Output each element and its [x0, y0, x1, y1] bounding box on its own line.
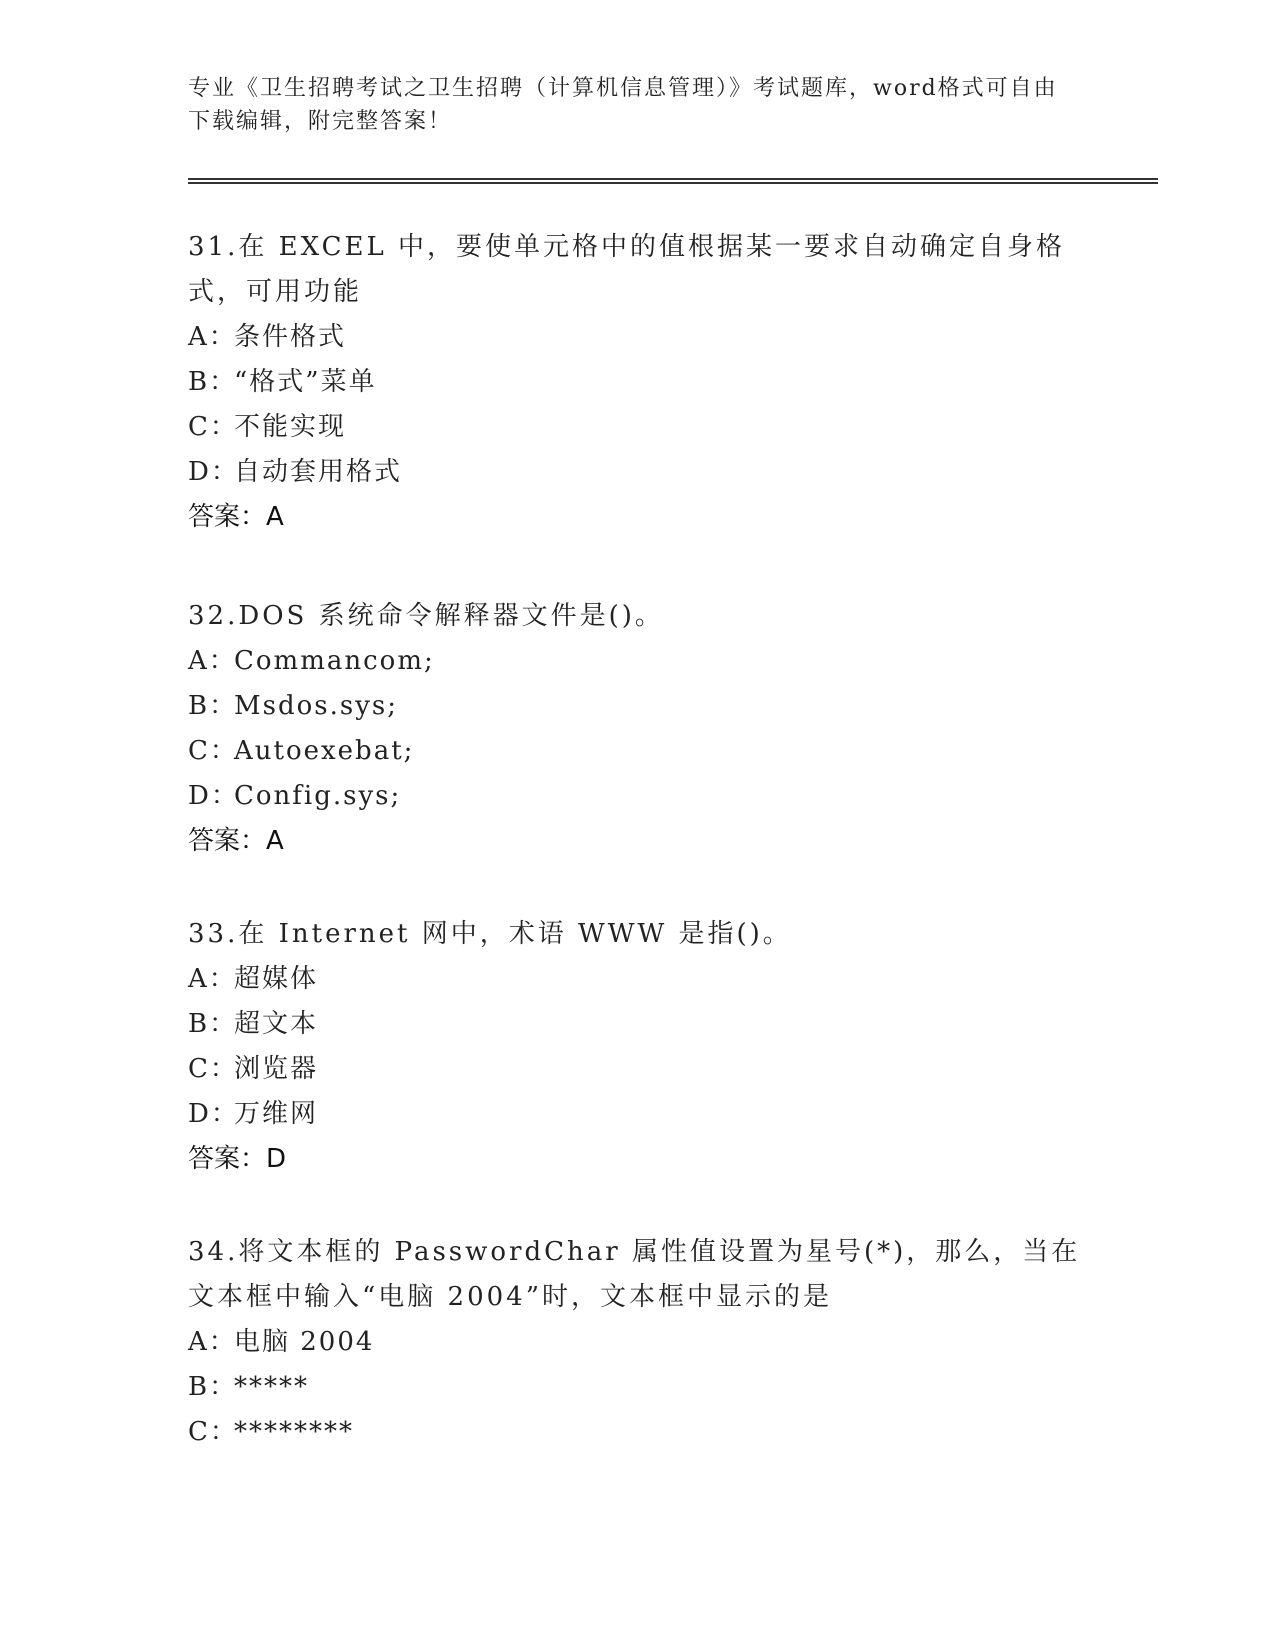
option-key: D：	[188, 781, 239, 811]
option-b	[188, 684, 1088, 729]
option-key: C：	[188, 1417, 238, 1447]
option-key: A：	[188, 646, 237, 676]
option-d	[188, 774, 1088, 819]
option-text: Msdos.sys;	[234, 691, 399, 721]
option-c	[188, 1047, 1088, 1092]
question-31	[188, 225, 1088, 540]
option-key: A：	[188, 322, 237, 352]
option-a	[188, 315, 1088, 360]
option-key: A：	[188, 1327, 237, 1357]
option-text: 万维网	[234, 1099, 319, 1129]
option-text: 浏览器	[234, 1054, 319, 1084]
option-d	[188, 450, 1088, 495]
header-divider	[188, 178, 1158, 184]
option-c	[188, 405, 1088, 450]
option-key: C：	[188, 412, 238, 442]
option-d	[188, 1092, 1088, 1137]
option-b	[188, 360, 1088, 405]
question-stem: 31.在 EXCEL 中，要使单元格中的值根据某一要求自动确定自身格式，可用功能	[188, 232, 1066, 307]
option-b	[188, 1365, 1088, 1410]
option-text: “格式”菜单	[234, 367, 377, 397]
option-key: D：	[188, 1099, 239, 1129]
option-a	[188, 639, 1088, 684]
option-b	[188, 1002, 1088, 1047]
question-34	[188, 1230, 1088, 1455]
option-text: 条件格式	[234, 322, 347, 352]
question-stem: 34.将文本框的 PasswordChar 属性值设置为星号(*)，那么，当在文本框中输入“电脑 2004”时，文本框中显示的是	[188, 1237, 1081, 1312]
option-key: B：	[188, 1009, 238, 1039]
option-key: D：	[188, 457, 239, 487]
question-32	[188, 594, 1088, 864]
option-text: 超文本	[234, 1009, 319, 1039]
option-key: C：	[188, 736, 238, 766]
option-key: B：	[188, 1372, 238, 1402]
answer-line: 答案：D	[188, 1144, 287, 1174]
answer-line: 答案：A	[188, 502, 284, 532]
option-key: A：	[188, 964, 237, 994]
option-a	[188, 1320, 1088, 1365]
option-text: *****	[234, 1372, 309, 1402]
option-text: Config.sys;	[234, 781, 402, 811]
option-key: B：	[188, 691, 238, 721]
option-c	[188, 1410, 1088, 1455]
question-33	[188, 912, 1088, 1182]
option-text: Autoexebat;	[234, 736, 415, 766]
option-a	[188, 957, 1088, 1002]
question-stem: 32.DOS 系统命令解释器文件是()。	[188, 601, 664, 631]
option-key: C：	[188, 1054, 238, 1084]
question-stem: 33.在 Internet 网中，术语 WWW 是指()。	[188, 919, 792, 949]
document-header: 专业《卫生招聘考试之卫生招聘（计算机信息管理）》考试题库，word格式可自由下载编辑，附完整答案！	[188, 76, 1058, 134]
option-text: 电脑 2004	[234, 1327, 375, 1357]
option-text: 自动套用格式	[234, 457, 403, 487]
option-text: Commancom;	[234, 646, 435, 676]
answer-line: 答案：A	[188, 826, 284, 856]
option-c	[188, 729, 1088, 774]
option-key: B：	[188, 367, 238, 397]
option-text: ********	[234, 1417, 354, 1447]
option-text: 超媒体	[234, 964, 319, 994]
option-text: 不能实现	[234, 412, 347, 442]
